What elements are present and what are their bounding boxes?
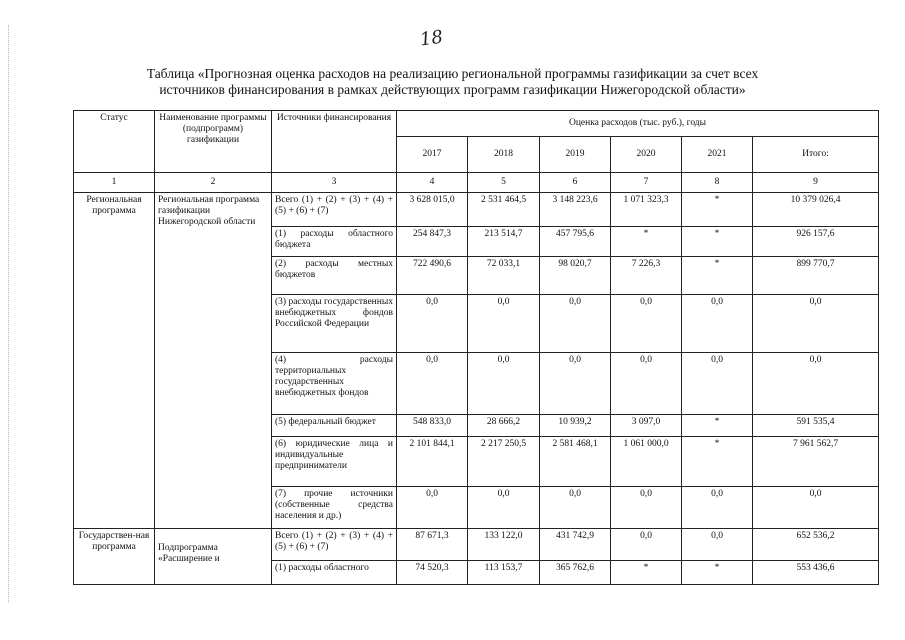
header-year: 2019 — [540, 137, 611, 173]
year-value-cell: 0,0 — [682, 295, 753, 353]
total-value-cell: 553 436,6 — [753, 561, 879, 585]
year-value-cell: 113 153,7 — [468, 561, 540, 585]
year-value-cell: * — [682, 227, 753, 257]
column-number: 7 — [611, 173, 682, 193]
table-row — [74, 193, 879, 227]
column-number: 5 — [468, 173, 540, 193]
column-number-row — [74, 173, 879, 193]
year-value-cell: 0,0 — [682, 353, 753, 415]
header-row — [74, 111, 879, 137]
header-total: Итого: — [753, 137, 879, 173]
year-value-cell: 98 020,7 — [540, 257, 611, 295]
header-status: Статус — [74, 111, 155, 173]
total-value-cell: 0,0 — [753, 295, 879, 353]
table-row — [74, 529, 879, 561]
year-value-cell: 0,0 — [540, 487, 611, 529]
source-cell: (5) федеральный бюджет — [272, 415, 397, 437]
column-number: 9 — [753, 173, 879, 193]
year-value-cell: 548 833,0 — [397, 415, 468, 437]
page-number: 18 — [418, 26, 445, 51]
total-value-cell: 0,0 — [753, 487, 879, 529]
source-cell: (7) прочие источники (собственные средства населения и др.) — [272, 487, 397, 529]
year-value-cell: 0,0 — [611, 295, 682, 353]
source-cell: (4) расходы территориальных государственных внебюджетных фондов — [272, 353, 397, 415]
status-cell: Государствен-ная программа — [74, 529, 155, 585]
total-value-cell: 899 770,7 — [753, 257, 879, 295]
year-value-cell: 0,0 — [397, 353, 468, 415]
column-number: 8 — [682, 173, 753, 193]
year-value-cell: 72 033,1 — [468, 257, 540, 295]
year-value-cell: * — [682, 415, 753, 437]
year-value-cell: 1 061 000,0 — [611, 437, 682, 487]
column-number: 6 — [540, 173, 611, 193]
header-year: 2018 — [468, 137, 540, 173]
year-value-cell: 0,0 — [682, 487, 753, 529]
column-number: 3 — [272, 173, 397, 193]
source-cell: (3) расходы государственных внебюджетных фондов Российской Федерации — [272, 295, 397, 353]
year-value-cell: 213 514,7 — [468, 227, 540, 257]
header-estimate: Оценка расходов (тыс. руб.), годы — [397, 111, 879, 137]
total-value-cell: 652 536,2 — [753, 529, 879, 561]
source-cell: (6) юридические лица и индивидуальные предприниматели — [272, 437, 397, 487]
year-value-cell: 0,0 — [611, 353, 682, 415]
year-value-cell: 2 217 250,5 — [468, 437, 540, 487]
source-cell: Всего (1) + (2) + (3) + (4) + (5) + (6) + (7) — [272, 193, 397, 227]
year-value-cell: 7 226,3 — [611, 257, 682, 295]
source-cell: (1) расходы областного бюджета — [272, 227, 397, 257]
column-number: 4 — [397, 173, 468, 193]
header-program-name: Наименование программы (подпрограмм) газификации — [155, 111, 272, 173]
total-value-cell: 10 379 026,4 — [753, 193, 879, 227]
year-value-cell: * — [682, 437, 753, 487]
year-value-cell: 2 531 464,5 — [468, 193, 540, 227]
year-value-cell: * — [682, 193, 753, 227]
year-value-cell: 3 628 015,0 — [397, 193, 468, 227]
year-value-cell: 0,0 — [540, 353, 611, 415]
year-value-cell: 2 581 468,1 — [540, 437, 611, 487]
year-value-cell: 0,0 — [468, 295, 540, 353]
source-cell: (1) расходы областного — [272, 561, 397, 585]
program-name-cell: Подпрограмма «Расширение и — [155, 529, 272, 585]
year-value-cell: * — [611, 227, 682, 257]
year-value-cell: * — [611, 561, 682, 585]
year-value-cell: 0,0 — [397, 487, 468, 529]
year-value-cell: 0,0 — [611, 529, 682, 561]
year-value-cell: 1 071 323,3 — [611, 193, 682, 227]
status-cell: Региональная программа — [74, 193, 155, 529]
header-year: 2021 — [682, 137, 753, 173]
year-value-cell: 3 097,0 — [611, 415, 682, 437]
year-value-cell: 28 666,2 — [468, 415, 540, 437]
year-value-cell: 10 939,2 — [540, 415, 611, 437]
column-number: 1 — [74, 173, 155, 193]
year-value-cell: 74 520,3 — [397, 561, 468, 585]
year-value-cell: 722 490,6 — [397, 257, 468, 295]
year-value-cell: 0,0 — [468, 353, 540, 415]
header-year: 2020 — [611, 137, 682, 173]
program-name-cell: Региональная программа газификации Нижегородской области — [155, 193, 272, 529]
year-value-cell: 365 762,6 — [540, 561, 611, 585]
title-line-2: источников финансирования в рамках действующих программ газификации Нижегородской области» — [159, 82, 746, 97]
header-sources: Источники финансирования — [272, 111, 397, 173]
total-value-cell: 0,0 — [753, 353, 879, 415]
year-value-cell: 133 122,0 — [468, 529, 540, 561]
year-value-cell: * — [682, 257, 753, 295]
year-value-cell: 0,0 — [611, 487, 682, 529]
scan-edge-marks — [8, 25, 15, 625]
source-cell: (2) расходы местных бюджетов — [272, 257, 397, 295]
year-value-cell: 0,0 — [682, 529, 753, 561]
column-number: 2 — [155, 173, 272, 193]
year-value-cell: 87 671,3 — [397, 529, 468, 561]
table-title — [60, 66, 845, 98]
year-value-cell: 457 795,6 — [540, 227, 611, 257]
page-bottom-margin — [0, 604, 905, 640]
source-cell: Всего (1) + (2) + (3) + (4) + (5) + (6) + (7) — [272, 529, 397, 561]
budget-table — [73, 110, 879, 585]
title-line-1: Таблица «Прогнозная оценка расходов на реализацию региональной программы газификации за счет всех — [146, 66, 759, 81]
year-value-cell: 0,0 — [397, 295, 468, 353]
year-value-cell: 431 742,9 — [540, 529, 611, 561]
year-value-cell: 254 847,3 — [397, 227, 468, 257]
year-value-cell: 2 101 844,1 — [397, 437, 468, 487]
year-value-cell: 0,0 — [540, 295, 611, 353]
total-value-cell: 926 157,6 — [753, 227, 879, 257]
total-value-cell: 591 535,4 — [753, 415, 879, 437]
total-value-cell: 7 961 562,7 — [753, 437, 879, 487]
year-value-cell: * — [682, 561, 753, 585]
header-year: 2017 — [397, 137, 468, 173]
year-value-cell: 3 148 223,6 — [540, 193, 611, 227]
year-value-cell: 0,0 — [468, 487, 540, 529]
